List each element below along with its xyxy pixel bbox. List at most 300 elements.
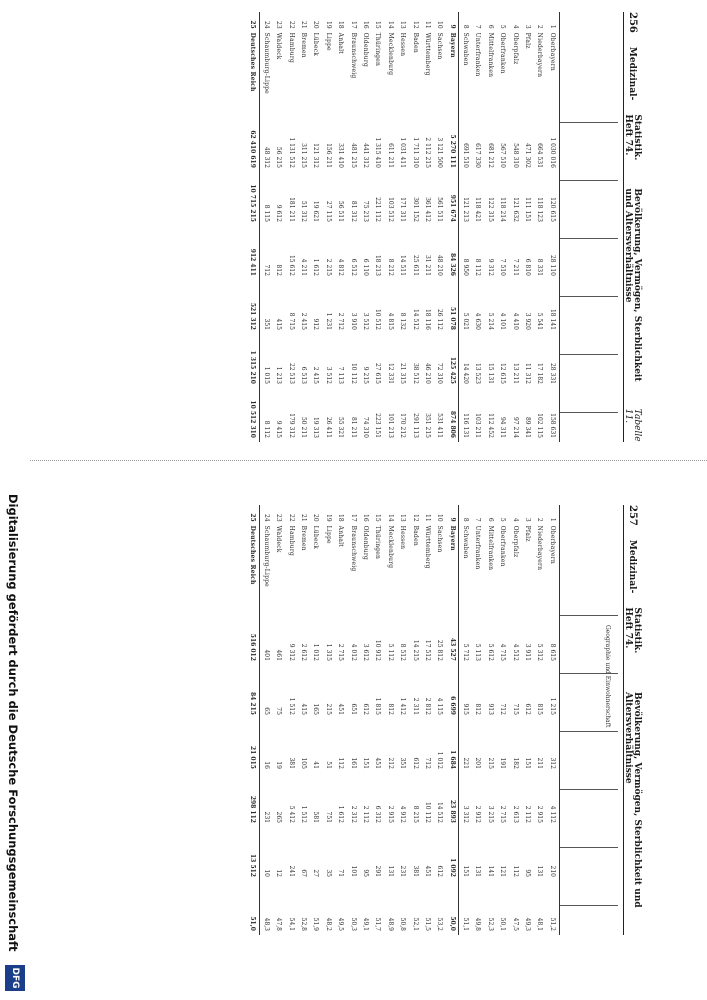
journal-name: Medizinal- [627,46,638,101]
row-number: 14 [386,21,394,29]
table-cell: 49,1 [361,917,369,931]
table-cell: 10 112 [423,801,431,823]
table-cell: 8 132 [399,312,407,330]
table-cell: 10 512 310 [249,400,257,438]
table-cell: 13 512 [249,854,257,877]
table-cell: 121 632 [511,197,519,222]
table-cell: 19 621 [312,200,320,222]
row-region-name: Thüringen [374,525,382,560]
table-row [421,505,433,935]
row-number: 12 [411,514,419,522]
table-cell: 3 512 [361,312,369,330]
table-cell: 561 511 [436,197,444,222]
row-region-name: Oldenburg [361,32,369,67]
table-row [284,505,296,935]
table-cell: 121 213 [462,197,470,222]
table-cell: 7 211 [511,258,519,276]
table-cell: 8 112 [262,420,270,438]
table-cell: 151 [524,757,532,769]
table-cell: 158 631 [548,413,556,438]
row-number: 19 [324,514,332,522]
table-cell: 4 211 [300,258,307,276]
table-cell: 241 [287,865,295,877]
table-cell: 812 [474,703,482,715]
table-cell: 9 415 [275,420,283,438]
row-region-name: Braunschweig [349,525,357,572]
table-cell: 612 [524,703,532,715]
table-cell: 8 115 [262,204,270,222]
table-row [484,505,496,935]
row-region-name: Waldeck [275,525,283,553]
table-cell: 53,2 [436,917,444,931]
table-cell: 1 231 [324,312,332,330]
table-cell: 2 715 [499,805,507,823]
table-cell: 1 315 410 [374,137,382,168]
row-number: 1 [548,24,556,29]
table-cell: 51 078 [448,306,456,330]
table-cell: 51 312 [300,200,307,222]
table-cell: 95 [524,869,532,877]
table-body [246,505,558,935]
table-cell: 815 [536,703,544,715]
table-row [346,505,358,935]
table-cell: 381 [287,757,295,769]
row-region-name: Baden [411,32,419,53]
table-cell: 6 312 [374,805,382,823]
table-cell: 401 [262,649,270,661]
table-cell: 50,8 [399,917,407,931]
table-cell: 26 112 [436,308,444,330]
table-cell: 5 712 [462,643,470,661]
row-region-name: Württemberg [423,32,431,76]
table-cell: 131 [386,865,394,877]
table-cell: 67 [300,869,307,877]
table-cell: 712 [499,703,507,715]
table-cell: 8 212 [386,258,394,276]
table-cell: 1 315 [324,643,332,661]
table-cell: 912 411 [249,248,257,276]
row-region-name: Württemberg [423,525,431,569]
table-cell: 2 112 [524,805,532,823]
table-cell: 141 [486,865,494,877]
table-cell: 3 911 [524,643,532,661]
table-cell: 170 212 [399,413,407,438]
table-cell: 28 110 [548,254,556,276]
page-gutter [30,460,707,461]
table-cell: 451 [337,703,345,715]
table-cell: 122 315 [486,197,494,222]
row-region-name: Mittelfranken [486,525,494,571]
statistics-table-256 [218,12,618,442]
table-cell: 51,0 [249,916,257,931]
table-cell: 4 115 [436,697,444,715]
table-cell: 5 021 [462,312,470,330]
table-cell: 118 214 [499,197,507,222]
row-number: 10 [436,21,444,29]
table-cell: 1 684 [448,750,456,769]
row-number: 11 [423,514,431,522]
table-cell: 651 [349,703,357,715]
table-cell: 50 211 [300,416,307,438]
table-cell: 2 715 [337,643,345,661]
table-cell: 3 215 [486,805,494,823]
table-cell: 2 915 [386,805,394,823]
table-cell: 7 510 [499,258,507,276]
row-number: 20 [312,514,320,522]
row-region-name: Bremen [300,32,307,58]
table-cell: 351 215 [423,413,431,438]
table-cell: 10 715 215 [249,184,257,222]
table-cell: 210 [548,865,556,877]
table-cell: 298 112 [249,795,257,823]
row-region-name: Baden [411,525,419,546]
table-cell: 4 512 [511,643,519,661]
table-cell: 6 110 [361,258,369,276]
table-cell: 6 810 [524,258,532,276]
table-cell: 5 113 [474,643,482,661]
table-cell: 48 312 [262,146,270,168]
row-number: 13 [399,21,407,29]
table-cell: 381 [411,865,419,877]
row-region-name: Bremen [300,525,307,551]
table-cell: 461 [275,649,283,661]
row-number: 7 [474,517,482,522]
table-row [433,12,445,442]
table-cell: 14 512 [411,308,419,330]
table-cell: 103 512 [386,197,394,222]
table-cell: 14 420 [462,362,470,384]
table-cell: 95 [361,869,369,877]
table-cell: 25 812 [436,639,444,661]
table-row [396,505,408,935]
table-cell: 301 152 [411,197,419,222]
row-number: 2 [536,24,544,29]
table-row [471,12,483,442]
table-cell: 50,0 [448,916,456,931]
table-row [272,505,284,935]
table-row [445,12,458,442]
table-cell: 3 312 [462,805,470,823]
table-cell: 4 112 [548,805,556,823]
table-cell: 223 151 [374,413,382,438]
row-region-name: Sachsen [436,32,444,60]
table-row [508,505,520,935]
table-cell: 2 112 215 [423,137,431,168]
row-number: 16 [361,21,369,29]
table-cell: 812 [275,264,283,276]
table-cell: 31 211 [423,254,431,276]
table-cell: 1 512 [287,697,295,715]
table-cell: 8 215 [411,805,419,823]
row-region-name: Bayern [448,32,456,58]
table-row [421,12,433,442]
row-region-name: Oberfranken [499,32,507,74]
table-cell: 84 215 [249,691,257,715]
table-row [384,505,396,935]
table-cell: 2 613 [511,805,519,823]
table-row [346,12,358,442]
row-region-name: Sachsen [436,525,444,553]
table-cell: 49,3 [524,917,532,931]
table-cell: 13 211 [511,362,519,384]
row-region-name: Mittelfranken [486,32,494,78]
table-cell: 14 512 [436,801,444,823]
table-cell: 3 910 [349,312,357,330]
table-row [246,505,259,935]
table-cell: 691 510 [462,143,470,168]
table-cell: 62 410 619 [249,130,257,168]
table-cell: 312 [548,757,556,769]
table-cell: 3 920 [524,312,532,330]
table-cell: 41 [312,761,320,769]
table-cell: 1 815 [374,697,382,715]
table-column-header [559,12,618,442]
row-region-name: Mecklenburg [386,32,394,76]
table-cell: 10 912 [374,639,382,661]
table-row [284,12,296,442]
table-cell: 2 612 [300,643,307,661]
table-cell: 52,3 [486,917,494,931]
row-number: 8 [462,517,470,522]
table-cell: 26 411 [324,416,332,438]
table-cell: 1 215 [548,697,556,715]
table-cell: 8 715 [287,312,295,330]
table-cell: 48 210 [436,254,444,276]
table-cell: 81 211 [349,416,357,438]
table-cell: 8 512 [399,643,407,661]
table-row [408,505,420,935]
row-number: 6 [486,517,494,522]
table-cell: 3 612 [361,643,369,661]
table-cell: 9 215 [361,366,369,384]
table-cell: 131 [474,865,482,877]
dfg-logo: DFG [5,965,25,991]
table-cell: 48,1 [536,917,544,931]
table-cell: 1 612 [337,805,345,823]
table-cell: 10 512 [374,308,382,330]
table-cell: 4 815 [386,312,394,330]
table-cell: 56 215 [275,146,283,168]
table-cell: 8 950 [462,258,470,276]
table-cell: 47,8 [275,917,283,931]
table-cell: 35 [324,869,332,877]
table-cell: 681 212 [486,143,494,168]
table-cell: 291 113 [411,413,419,438]
row-region-name: Mecklenburg [386,525,394,569]
row-number: 9 [448,517,456,522]
table-cell: 17 182 [536,362,544,384]
row-region-name: Braunschweig [349,32,357,79]
table-cell: 2 912 [474,805,482,823]
row-number: 23 [275,514,283,522]
row-number: 12 [411,21,419,29]
table-cell: 2 312 [349,805,357,823]
table-cell: 51,5 [423,917,431,931]
row-number: 13 [399,514,407,522]
table-cell: 912 [312,318,320,330]
table-cell: 612 [411,757,419,769]
row-number: 20 [312,21,320,29]
row-number: 15 [374,514,382,522]
table-row [297,12,309,442]
table-cell: 48,2 [324,917,332,931]
table-cell: 265 [275,811,283,823]
table-cell: 112 452 [486,413,494,438]
table-row [309,12,321,442]
page-header-257 [623,505,640,935]
row-region-name: Pfalz [524,32,532,49]
table-cell: 131 [536,865,544,877]
row-number: 4 [511,517,519,522]
table-cell: 28 331 [548,362,556,384]
table-cell: 161 [349,757,357,769]
table-cell: 118 421 [474,197,482,222]
table-cell: 48,3 [262,917,270,931]
table-cell: 617 330 [474,143,482,168]
table-label: Tabelle 11. [623,408,642,442]
table-cell: 94 311 [499,416,507,438]
table-cell: 15 131 [486,362,494,384]
table-cell: 951 674 [448,194,456,222]
row-number: 23 [275,21,283,29]
table-cell: 4 912 [399,805,407,823]
row-region-name: Deutsches Reich [249,525,257,585]
table-row [496,505,508,935]
row-region-name: Oberpfalz [511,525,519,558]
issue-label: Statistik. Heft 74. [623,607,642,654]
table-cell: 451 [423,865,431,877]
table-cell: 18 141 [548,308,556,330]
row-region-name: Anhalt [337,525,345,547]
table-cell: 2 215 [324,258,332,276]
table-cell: 38 512 [411,362,419,384]
table-cell: 101 213 [386,413,394,438]
table-cell: 1 030 016 [548,137,556,168]
table-cell: 1 031 411 [399,137,407,168]
table-cell: 2 415 [300,312,307,330]
table-cell: 1 131 512 [287,137,295,168]
table-cell: 75 [275,707,283,715]
table-cell: 5 412 [287,805,295,823]
table-subtitle: Geographie und Einwohnerschaft [604,625,611,728]
table-cell: 50,3 [349,917,357,931]
table-cell: 5 312 [536,643,544,661]
table-cell: 664 531 [536,143,544,168]
row-region-name: Pfalz [524,525,532,542]
table-column-header [559,505,618,935]
page-256 [18,12,640,442]
table-cell: 4 812 [337,258,345,276]
table-cell: 191 [499,757,507,769]
table-cell: 112 [337,757,345,769]
table-cell: 2 311 [411,697,419,715]
table-cell: 1 612 [312,258,320,276]
table-cell: 4 715 [499,643,507,661]
table-cell: 415 [275,318,283,330]
row-number: 18 [337,514,345,522]
row-number: 5 [499,517,507,522]
table-cell: 74 310 [361,416,369,438]
table-row [371,505,383,935]
table-cell: 548 310 [511,143,519,168]
table-cell: 221 [462,757,470,769]
table-cell: 5 214 [486,312,494,330]
row-number: 17 [349,21,357,29]
table-cell: 351 [262,318,270,330]
row-region-name: Oberbayern [548,32,556,71]
row-number: 21 [300,21,307,29]
table-cell: 7 113 [337,366,345,384]
dfg-imprint-text: Digitalisierung gefördert durch die Deutsche Forschungsgemeinschaft [6,494,20,952]
table-cell: 521 312 [249,302,257,330]
row-number: 21 [300,514,307,522]
table-cell: 125 425 [448,356,456,384]
table-cell: 75 213 [361,200,369,222]
row-number: 3 [524,24,532,29]
row-number: 11 [423,21,431,29]
table-cell: 49,8 [474,917,482,931]
table-cell: 1 213 [275,366,283,384]
table-cell: 55 321 [337,416,345,438]
table-cell: 52,8 [300,917,307,931]
table-cell: 1 315 210 [249,350,257,384]
table-cell: 212 [386,757,394,769]
table-cell: 111 151 [524,197,532,222]
row-number: 4 [511,24,519,29]
table-cell: 171 311 [399,197,407,222]
table-cell: 56 511 [337,200,345,222]
table-row [521,12,533,442]
table-cell: 4 630 [474,312,482,330]
table-cell: 156 211 [324,143,332,168]
table-cell: 22 513 [287,362,295,384]
table-cell: 13 523 [474,362,482,384]
table-body [246,12,558,442]
table-cell: 9 312 [287,643,295,661]
table-row [521,505,533,935]
table-cell: 27 [312,869,320,877]
row-number: 7 [474,24,482,29]
row-number: 3 [524,517,532,522]
row-number: 16 [361,514,369,522]
table-cell: 15 612 [287,254,295,276]
table-row [334,505,346,935]
row-number: 24 [262,514,270,522]
table-cell: 105 [300,757,307,769]
row-region-name: Hessen [399,32,407,57]
table-row [396,12,408,442]
table-cell: 6 513 [300,366,307,384]
table-cell: 179 312 [287,413,295,438]
table-cell: 47,5 [511,917,519,931]
table-cell: 2 915 [536,805,544,823]
table-cell: 1 092 [448,858,456,877]
table-row [445,505,458,935]
table-cell: 51 [324,761,332,769]
table-cell: 27 615 [374,362,382,384]
row-region-name: Waldeck [275,32,283,60]
table-cell: 23 893 [448,799,456,823]
page-title: Bevölkerung, Vermögen, Sterblichkeit und Altersverhältnisse [623,692,642,908]
table-cell: 71 [337,869,345,877]
table-cell: 215 [486,757,494,769]
table-row [546,12,558,442]
table-cell: 567 510 [499,143,507,168]
row-region-name: Niederbayern [536,525,544,571]
table-row [496,12,508,442]
table-cell: 812 [386,703,394,715]
table-cell: 3 512 [324,366,332,384]
